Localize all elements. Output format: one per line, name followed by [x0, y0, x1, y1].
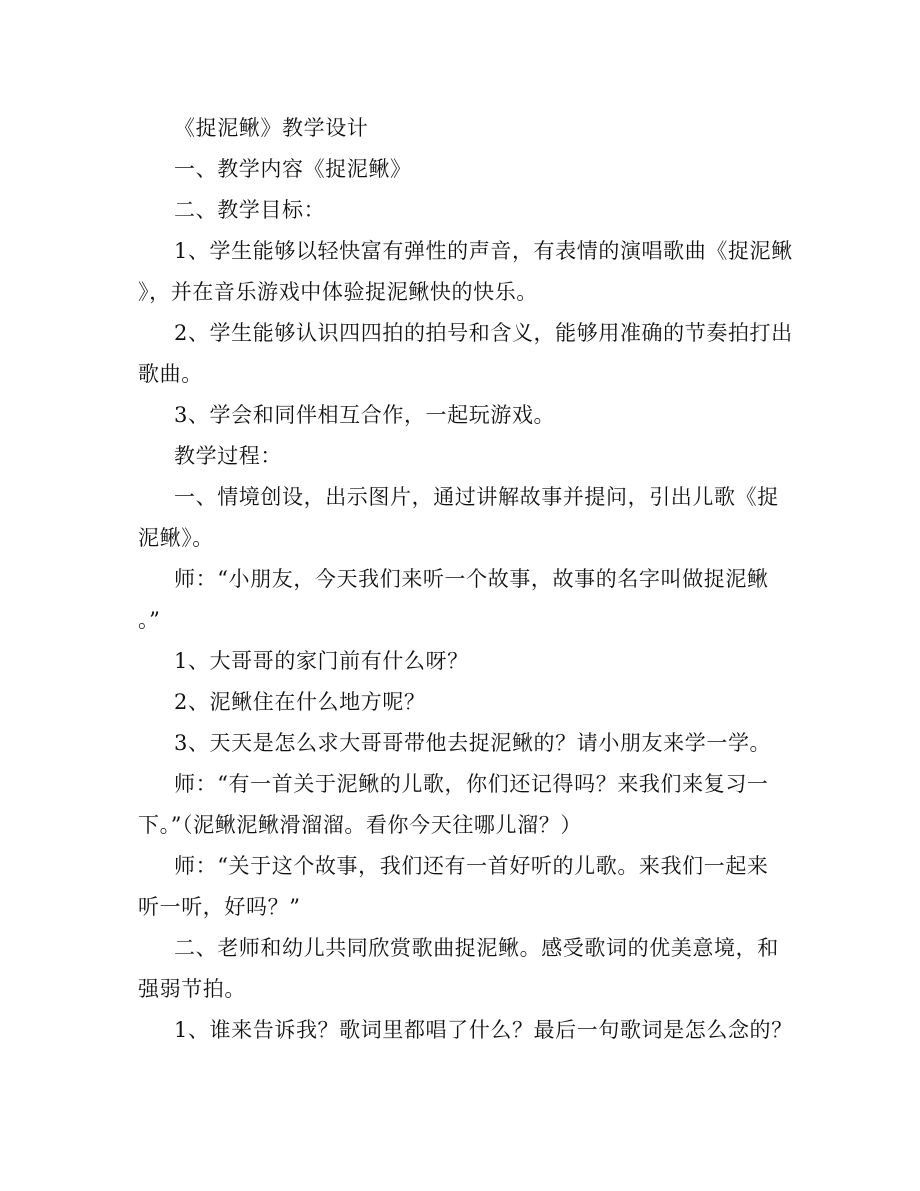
- paragraph-line: 教学过程：: [174, 444, 282, 468]
- paragraph-line: 下。”（泥鳅泥鳅滑溜溜。看你今天往哪儿溜？）: [138, 813, 582, 837]
- paragraph-line: 1、大哥哥的家门前有什么呀？: [174, 649, 469, 673]
- paragraph-line: 师：“关于这个故事，我们还有一首好听的儿歌。来我们一起来: [174, 854, 769, 878]
- paragraph-line: 一、教学内容《捉泥鳅》: [174, 157, 412, 181]
- paragraph-line: 一、情境创设，出示图片，通过讲解故事并提问，引出儿歌《捉: [174, 485, 779, 509]
- paragraph-line: 3、学会和同伴相互合作，一起玩游戏。: [174, 403, 556, 427]
- paragraph: [138, 928, 782, 1010]
- paragraph: [138, 149, 782, 190]
- paragraph: [138, 641, 782, 682]
- paragraph: [138, 436, 782, 477]
- paragraph: [138, 395, 782, 436]
- paragraph: [138, 559, 782, 641]
- paragraph: [138, 846, 782, 928]
- paragraph-line: 师：“小朋友，今天我们来听一个故事，故事的名字叫做捉泥鳅: [174, 567, 769, 591]
- paragraph-line: 强弱节拍。: [138, 977, 246, 1001]
- document-title: 《捉泥鳅》教学设计: [174, 116, 369, 140]
- paragraph: [138, 1010, 793, 1051]
- paragraph-list: [138, 149, 793, 1051]
- paragraph-line: 歌曲。: [138, 362, 203, 386]
- paragraph: [138, 190, 782, 231]
- paragraph-line: 2、泥鳅住在什么地方呢？: [174, 690, 426, 714]
- paragraph-line: 3、天天是怎么求大哥哥带他去捉泥鳅的？请小朋友来学一学。: [174, 731, 772, 755]
- paragraph-line: 1、谁来告诉我？歌词里都唱了什么？最后一句歌词是怎么念的？: [174, 1018, 793, 1042]
- document-body: [138, 108, 793, 1051]
- paragraph: [138, 723, 782, 764]
- paragraph: [138, 477, 782, 559]
- paragraph-line: 听一听，好吗？”: [138, 895, 301, 919]
- paragraph: [138, 231, 793, 313]
- paragraph: [138, 764, 782, 846]
- paragraph-line: 》，并在音乐游戏中体验捉泥鳅快的快乐。: [138, 280, 538, 304]
- paragraph-line: 泥鳅》。: [138, 526, 214, 550]
- paragraph-line: 师：“有一首关于泥鳅的儿歌，你们还记得吗？来我们来复习一: [174, 772, 769, 796]
- paragraph-line: 二、老师和幼儿共同欣赏歌曲捉泥鳅。感受歌词的优美意境，和: [174, 936, 779, 960]
- paragraph-line: 二、教学目标：: [174, 198, 326, 222]
- paragraph-line: 1、学生能够以轻快富有弹性的声音，有表情的演唱歌曲《捉泥鳅: [174, 239, 793, 263]
- paragraph-line: 。”: [138, 608, 161, 632]
- paragraph: [138, 313, 793, 395]
- paragraph: [138, 682, 782, 723]
- paragraph-line: 2、学生能够认识四四拍的拍号和含义，能够用准确的节奏拍打出: [174, 321, 793, 345]
